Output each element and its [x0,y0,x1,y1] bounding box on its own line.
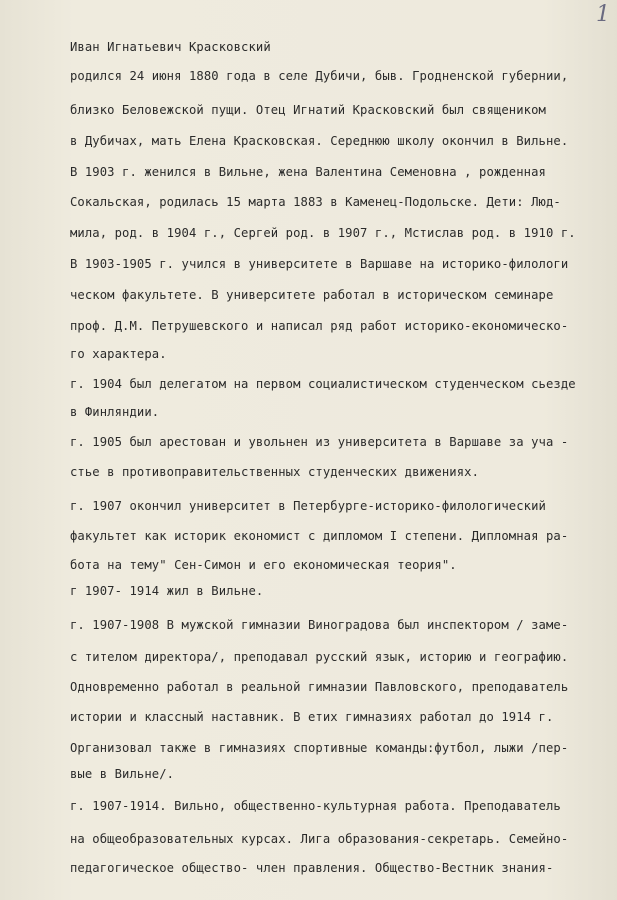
text-line: проф. Д.М. Петрушевского и написал ряд работ историко-економическо- [70,319,569,333]
text-line: мила, род. в 1904 г., Сергей род. в 1907 г., Мстислав род. в 1910 г. [70,226,576,240]
text-line: Организовал также в гимназиях спортивные команды:футбол, лыжи /пер- [70,741,569,755]
text-line: на общеобразовательных курсах. Лига образования-секретарь. Семейно- [70,832,569,846]
text-line: в Финляндии. [70,405,160,419]
text-line: го характера. [70,347,167,361]
text-line: истории и классный наставник. В етих гимназиях работал до 1914 г. [70,710,554,724]
text-line: ческом факультете. В университете работал в историческом семинаре [70,288,554,302]
text-line: педагогическое общество- член правления. Общество-Вестник знания- [70,861,554,875]
text-line: г. 1907 окончил университет в Петербурге-историко-филологический [70,499,546,513]
text-line: факультет как историк економист с дипломом I степени. Дипломная ра- [70,529,569,543]
text-line: родился 24 июня 1880 года в селе Дубичи, быв. Гродненской губернии, [70,69,569,83]
text-line: г. 1907-1914. Вильно, общественно-культурная работа. Преподаватель [70,799,561,813]
text-line: Сокальская, родилась 15 марта 1883 в Каменец-Подольске. Дети: Люд- [70,195,561,209]
text-line: В 1903-1905 г. учился в университете в Варшаве на историко-филологи [70,257,569,271]
text-line: В 1903 г. женился в Вильне, жена Валентина Семеновна , рожденная [70,165,546,179]
text-line: г. 1904 был делегатом на первом социалистическом студенческом сьезде [70,377,576,391]
text-line: г. 1905 был арестован и увольнен из университета в Варшаве за уча - [70,435,569,449]
text-line: близко Беловежской пущи. Отец Игнатий Красковский был священиком [70,103,546,117]
text-line: в Дубичах, мать Елена Красковская. Середнюю школу окончил в Вильне. [70,134,569,148]
page-number: 1 [596,2,611,27]
heading-name: Иван Игнатьевич Красковский [70,40,271,54]
text-line: стье в противоправительственных студенческих движениях. [70,465,480,479]
text-line: г. 1907-1908 В мужской гимназии Виноградова был инспектором / заме- [70,618,569,632]
text-line: с тителом директора/, преподавал русский язык, историю и географию. [70,650,569,664]
text-line: г 1907- 1914 жил в Вильне. [70,584,264,598]
text-line: бота на тему" Сен-Симон и его економическая теория". [70,558,457,572]
text-line: Одновременно работал в реальной гимназии Павловского, преподаватель [70,680,569,694]
text-line: вые в Вильне/. [70,767,175,781]
